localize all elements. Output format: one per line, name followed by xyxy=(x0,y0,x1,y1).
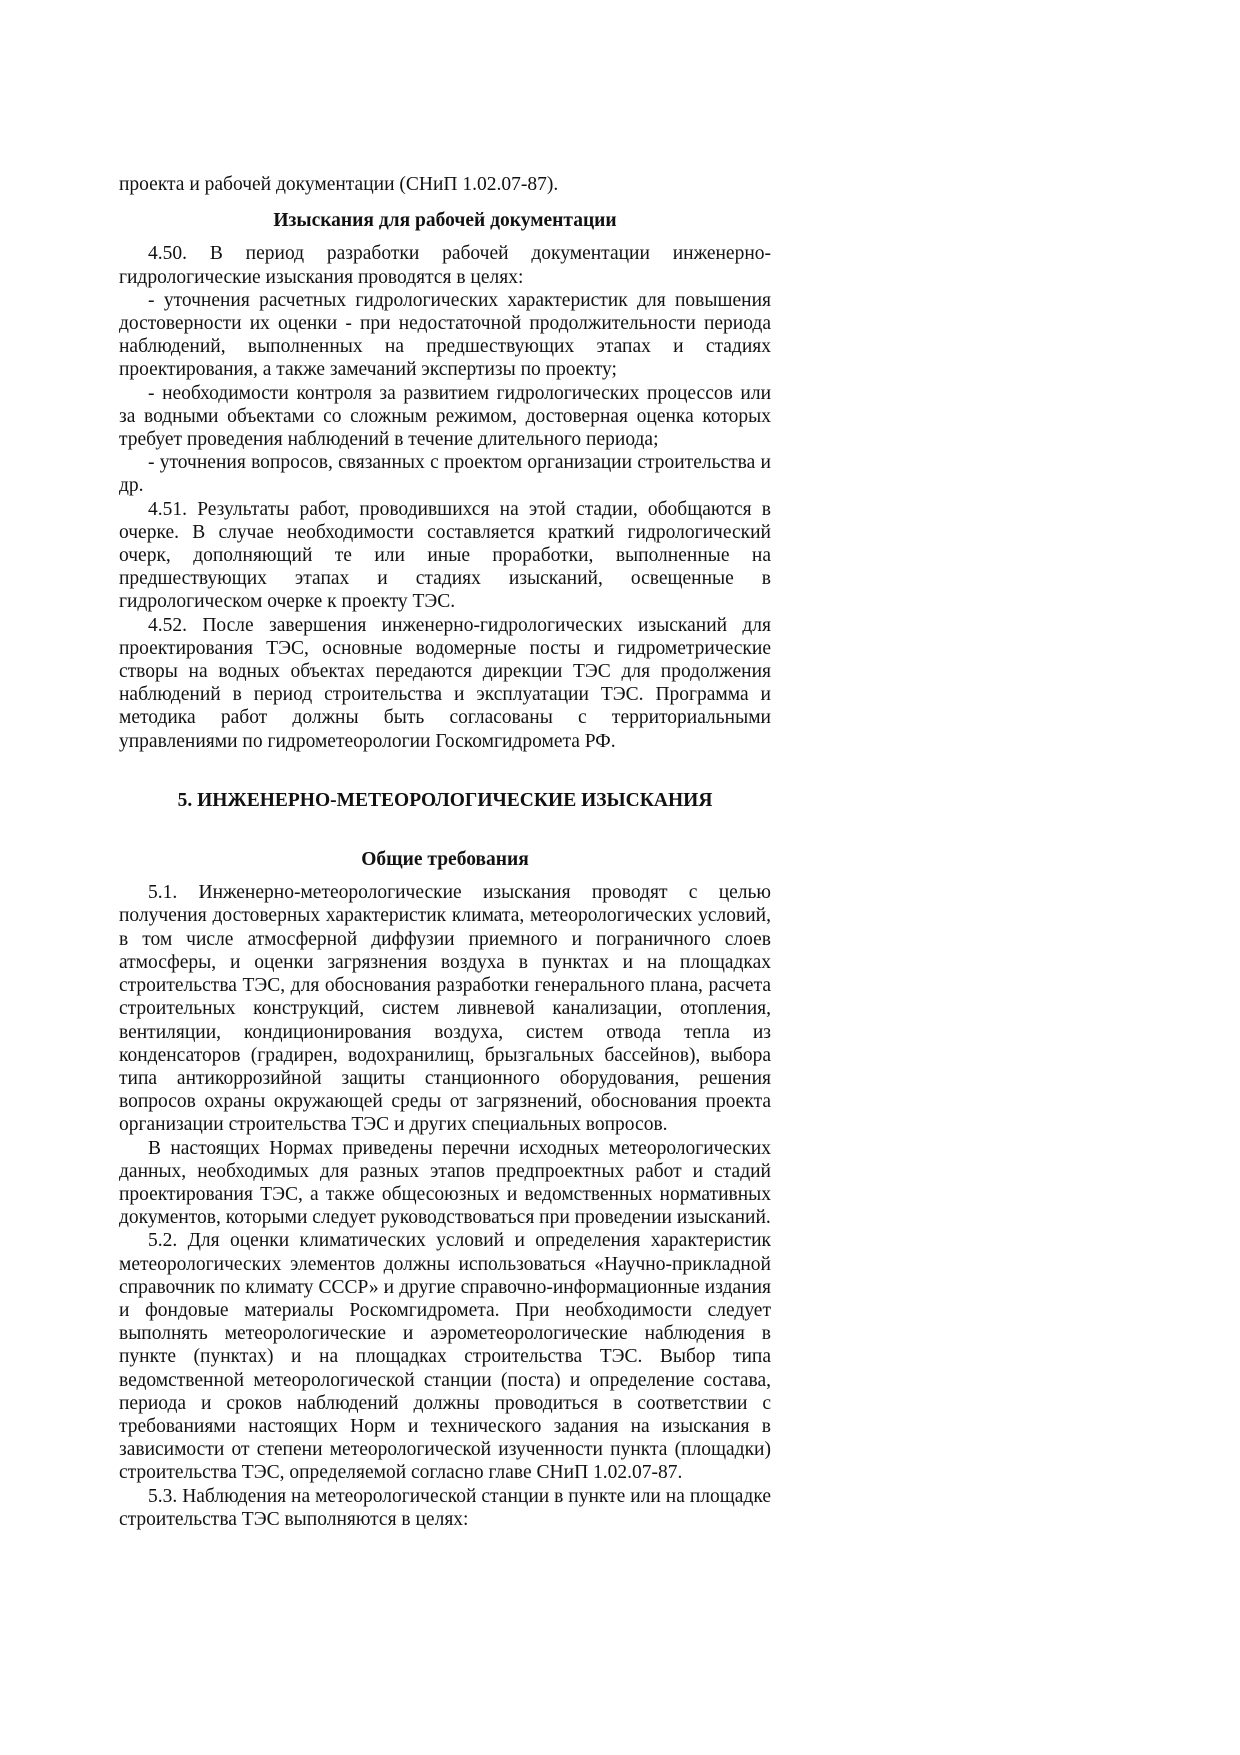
paragraph-5-3: 5.3. Наблюдения на метеорологической станции в пункте или на площадке строительства ТЭС выполняются в целях: xyxy=(119,1485,771,1530)
section-5-title: 5. ИНЖЕНЕРНО-МЕТЕОРОЛОГИЧЕСКИЕ ИЗЫСКАНИЯ xyxy=(177,789,713,811)
paragraph-5-2: 5.2. Для оценки климатических условий и определения характеристик метеорологических элементов должны использоваться «Научно-прикладной справочник по климату СССР» и другие справочно-информационные издания и фондовые материалы Роскомгидромета. При необходимости следует выполнять метеорологические и аэрометеорологические наблюдения в пункте (пунктах) и на площадках строительства ТЭС. Выбор типа ведомственной метеорологической станции (поста) и определение состава, периода и сроков наблюдений должны проводиться в соответствии с требованиями настоящих Норм и технического задания на изыскания в зависимости от степени метеорологической изученности пункта (площадки) строительства ТЭС, определяемой согласно главе СНиП 1.02.07-87. xyxy=(119,1230,771,1484)
paragraph-4-50: 4.50. В период разработки рабочей документации инженерно-гидрологические изыскания проводятся в целях: xyxy=(119,243,771,288)
paragraph-norms: В настоящих Нормах приведены перечни исходных метеорологических данных, необходимых для разных этапов предпроектных работ и стадий проектирования ТЭС, а также общесоюзных и ведомственных нормативных документов, которыми следует руководствоваться при проведении изысканий. xyxy=(119,1137,771,1229)
paragraph-4-52: 4.52. После завершения инженерно-гидрологических изысканий для проектирования ТЭС, основные водомерные посты и гидрометрические створы на водных объектах передаются дирекции ТЭС для продолжения наблюдений в период строительства и эксплуатации ТЭС. Программа и методика работ должны быть согласованы с территориальными управлениями по гидрометеорологии Госкомгидромета РФ. xyxy=(119,614,771,752)
continuation-text: проекта и рабочей документации (СНиП 1.02.07-87). xyxy=(119,174,559,195)
subsection-heading: Изыскания для рабочей документации xyxy=(273,210,617,232)
general-requirements-heading: Общие требования xyxy=(361,849,529,871)
list-item: - уточнения расчетных гидрологических характеристик для повышения достоверности их оценки - при недостаточной продолжительности периода наблюдений, выполненных на предшествующих этапах и стадиях проектирования, а также замечаний экспертизы по проекту; xyxy=(119,289,771,381)
paragraph-5-1: 5.1. Инженерно-метеорологические изыскания проводят с целью получения достоверных характеристик климата, метеорологических условий, в том числе атмосферной диффузии приемного и пограничного слоев атмосферы, и оценки загрязнения воздуха в пунктах и на площадках строительства ТЭС, для обоснования разработки генерального плана, расчета строительных конструкций, систем ливневой канализации, отопления, вентиляции, кондиционирования воздуха, систем отвода тепла из конденсаторов (градирен, водохранилищ, брызгальных бассейнов), выбора типа антикоррозийной защиты станционного оборудования, решения вопросов охраны окружающей среды от загрязнений, обоснования проекта организации строительства ТЭС и других специальных вопросов. xyxy=(119,882,771,1136)
list-item: - необходимости контроля за развитием гидрологических процессов или за водными объектами со сложным режимом, достоверная оценка которых требует проведения наблюдений в течение длительного периода; xyxy=(119,382,771,451)
document-page xyxy=(119,173,771,1531)
list-item: - уточнения вопросов, связанных с проектом организации строительства и др. xyxy=(119,452,771,497)
paragraph-4-51: 4.51. Результаты работ, проводившихся на этой стадии, обобщаются в очерке. В случае необходимости составляется краткий гидрологический очерк, дополняющий те или иные проработки, выполненные на предшествующих этапах и стадиях изысканий, освещенные в гидрологическом очерке к проекту ТЭС. xyxy=(119,498,771,613)
